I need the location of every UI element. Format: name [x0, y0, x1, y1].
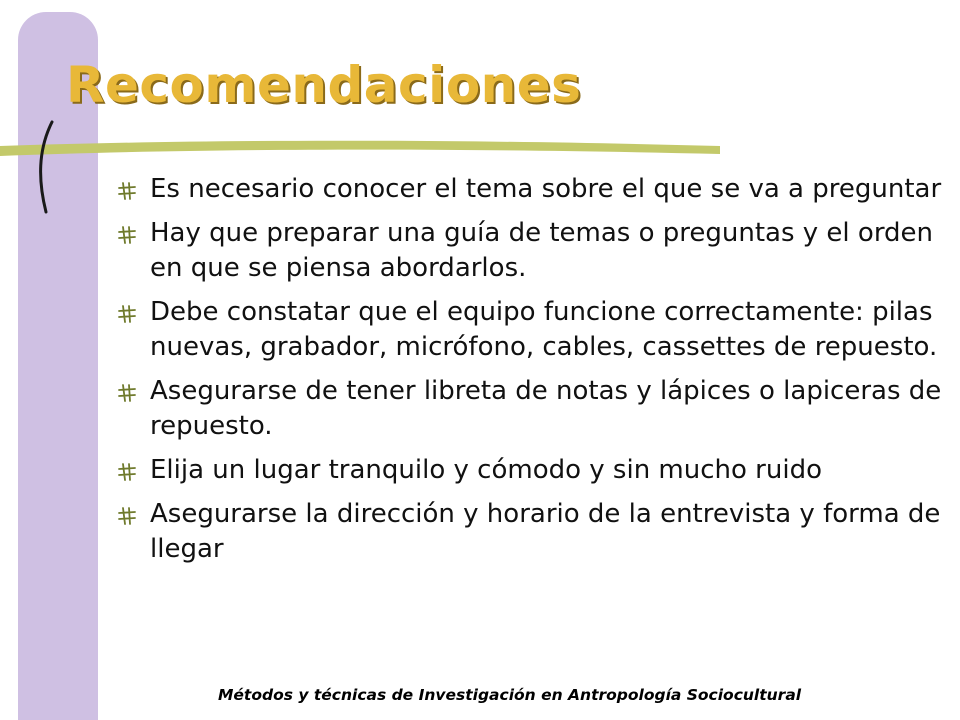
list-item: [118, 374, 948, 444]
decorative-bracket-stroke: [41, 122, 52, 212]
hash-bullet-icon: [118, 384, 136, 402]
bullet-text: Es necesario conocer el tema sobre el que se va a preguntar: [150, 174, 942, 204]
bullet-text: Hay que preparar una guía de temas o preguntas y el orden en que se piensa abordarlos.: [150, 218, 934, 283]
list-item: [118, 497, 948, 567]
list-item: [118, 172, 948, 207]
slide-footer: Métodos y técnicas de Investigación en Antropología Sociocultural: [218, 686, 802, 704]
bullet-list: [118, 172, 948, 576]
hash-bullet-icon: [118, 463, 136, 481]
hash-bullet-icon: [118, 305, 136, 323]
bullet-text: Debe constatar que el equipo funcione correctamente: pilas nuevas, grabador, micrófono, cables, cassettes de repuesto.: [150, 297, 938, 362]
slide-title: Recomendaciones: [66, 56, 582, 114]
hash-bullet-icon: [118, 182, 136, 200]
hash-bullet-icon: [118, 507, 136, 525]
list-item: [118, 295, 948, 365]
hash-bullet-icon: [118, 226, 136, 244]
bullet-text: Elija un lugar tranquilo y cómodo y sin mucho ruido: [150, 455, 822, 485]
bullet-text: Asegurarse de tener libreta de notas y lápices o lapiceras de repuesto.: [150, 376, 942, 441]
list-item: [118, 216, 948, 286]
list-item: [118, 453, 948, 488]
bullet-text: Asegurarse la dirección y horario de la entrevista y forma de llegar: [150, 499, 941, 564]
